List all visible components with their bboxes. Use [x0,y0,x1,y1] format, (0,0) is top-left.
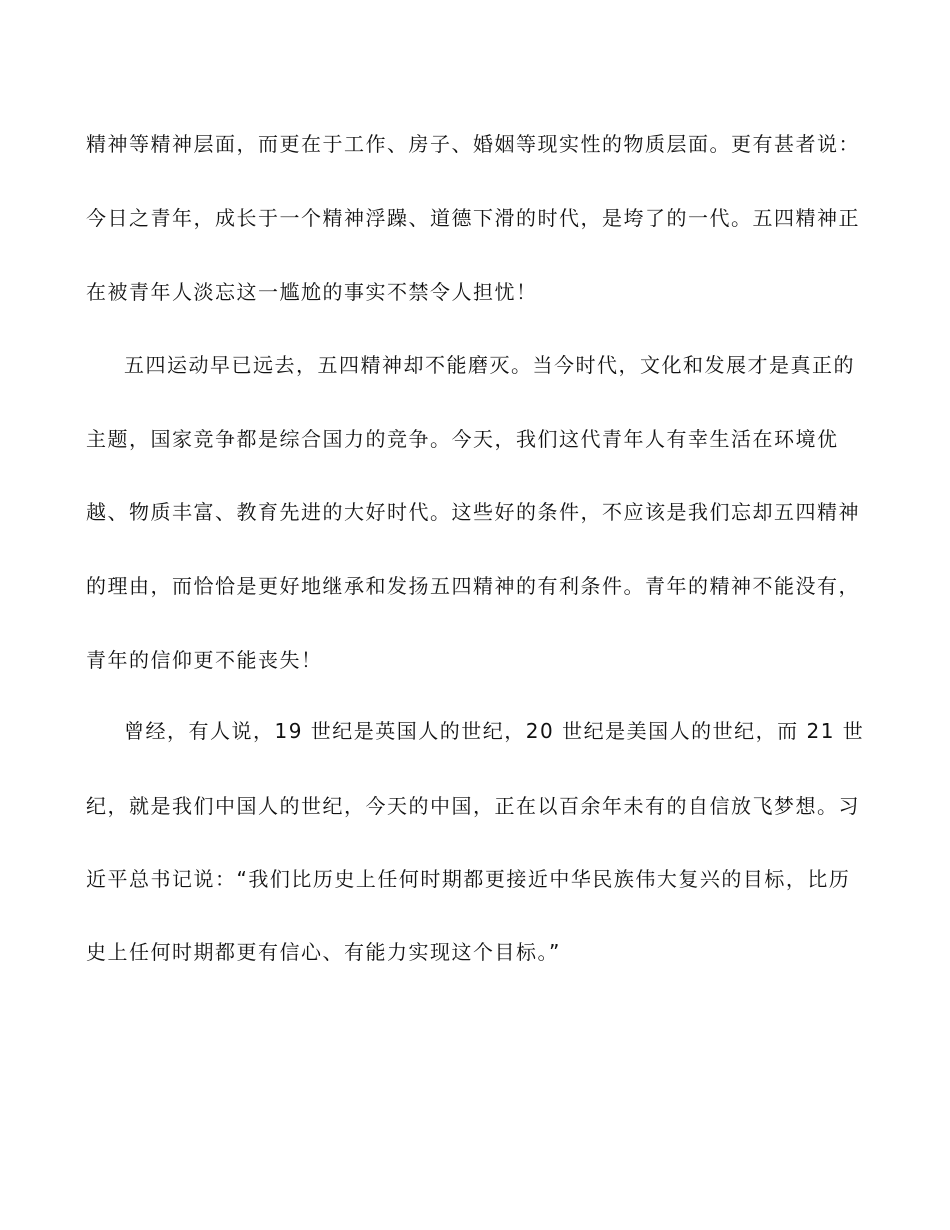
text-line: 史上任何时期都更有信心、有能力实现这个目标。” [86,940,561,964]
text-line: 纪，就是我们中国人的世纪，今天的中国，正在以百余年未有的自信放飞梦想。习 [86,794,860,818]
text-line: 精神等精神层面，而更在于工作、房子、婚姻等现实性的物质层面。更有甚者说： [86,132,860,156]
text-line: 越、物质丰富、教育先进的大好时代。这些好的条件，不应该是我们忘却五四精神 [86,500,860,524]
text-line: 主题，国家竞争都是综合国力的竞争。今天，我们这代青年人有幸生活在环境优 [86,427,839,451]
text-line: 今日之青年，成长于一个精神浮躁、道德下滑的时代，是垮了的一代。五四精神正 [86,206,860,230]
paragraph-first-line: 五四运动早已远去，五四精神却不能磨灭。当今时代，文化和发展才是真正的 [124,353,855,377]
text-line: 在被青年人淡忘这一尴尬的事实不禁令人担忧！ [86,280,538,304]
text-line: 青年的信仰更不能丧失！ [86,648,323,672]
text-line: 近平总书记说：“我们比历史上任何时期都更接近中华民族伟大复兴的目标，比历 [86,867,851,891]
paragraph-first-line: 曾经，有人说，19 世纪是英国人的世纪，20 世纪是美国人的世纪，而 21 世 [124,719,865,743]
text-line: 的理由，而恰恰是更好地继承和发扬五四精神的有利条件。青年的精神不能没有， [86,574,860,598]
